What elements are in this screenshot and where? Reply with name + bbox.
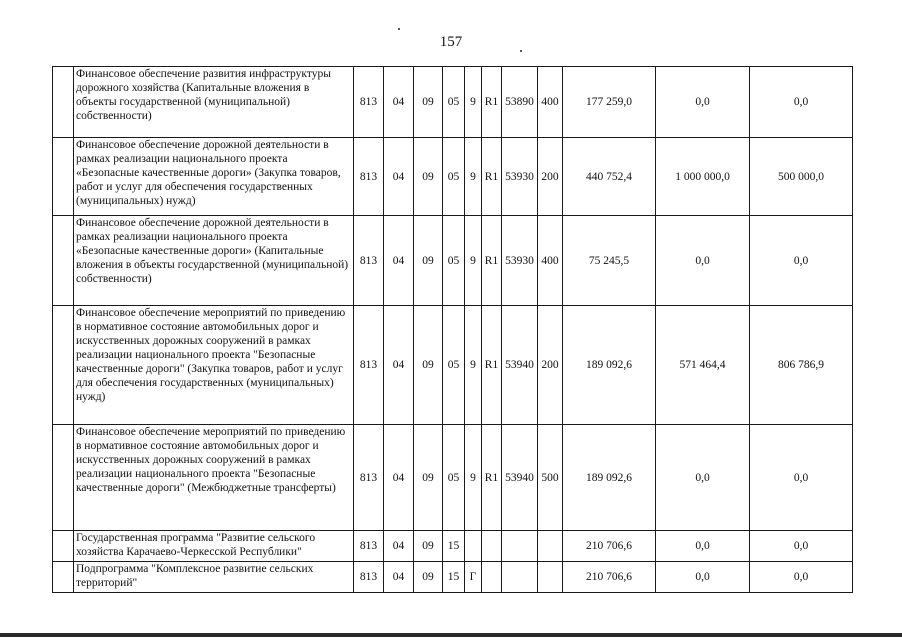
code-cell-project: R1 xyxy=(482,67,502,138)
code-cell-subsection: 09 xyxy=(414,67,443,138)
code-cell-direction: 53940 xyxy=(502,425,538,531)
code-cell-section: 04 xyxy=(384,425,414,531)
code-cell-section: 04 xyxy=(384,138,414,216)
code-cell-admin: 813 xyxy=(354,138,384,216)
code-cell-program: 15 xyxy=(443,531,465,562)
code-cell-subsection: 09 xyxy=(414,425,443,531)
code-cell-subsection: 09 xyxy=(414,531,443,562)
bottom-rule xyxy=(0,633,902,637)
code-cell-subprogram: 9 xyxy=(465,138,482,216)
amount-cell-2: 0,0 xyxy=(656,216,750,306)
code-cell-expense-type: 400 xyxy=(538,216,563,306)
amount-cell-3: 500 000,0 xyxy=(750,138,853,216)
row-index-cell xyxy=(53,531,74,562)
code-cell-project: R1 xyxy=(482,306,502,425)
code-cell-admin: 813 xyxy=(354,306,384,425)
code-cell-subprogram: 9 xyxy=(465,67,482,138)
row-index-cell xyxy=(53,216,74,306)
code-cell-subsection: 09 xyxy=(414,562,443,593)
code-cell-program: 05 xyxy=(443,216,465,306)
table-row xyxy=(53,425,853,531)
code-cell-direction: 53940 xyxy=(502,306,538,425)
amount-cell-2: 571 464,4 xyxy=(656,306,750,425)
code-cell-expense-type: 200 xyxy=(538,306,563,425)
code-cell-project: R1 xyxy=(482,425,502,531)
code-cell-section: 04 xyxy=(384,531,414,562)
table-row xyxy=(53,562,853,593)
amount-cell-1: 189 092,6 xyxy=(563,425,656,531)
amount-cell-1: 75 245,5 xyxy=(563,216,656,306)
code-cell-expense-type: 200 xyxy=(538,138,563,216)
code-cell-program: 05 xyxy=(443,306,465,425)
amount-cell-1: 210 706,6 xyxy=(563,531,656,562)
code-cell-program: 05 xyxy=(443,138,465,216)
code-cell-program: 05 xyxy=(443,425,465,531)
code-cell-project xyxy=(482,562,502,593)
code-cell-expense-type xyxy=(538,531,563,562)
code-cell-subprogram: 9 xyxy=(465,306,482,425)
scan-speck xyxy=(520,50,522,52)
code-cell-subprogram: 9 xyxy=(465,216,482,306)
code-cell-subprogram: Г xyxy=(465,562,482,593)
code-cell-direction: 53890 xyxy=(502,67,538,138)
row-name-cell: Финансовое обеспечение дорожной деятельности в рамках реализации национального проекта «Безопасные качественные дороги» (Закупка товаров, работ и услуг для обеспечения государственных (муниципальных) нужд) xyxy=(74,138,354,216)
amount-cell-1: 177 259,0 xyxy=(563,67,656,138)
amount-cell-2: 0,0 xyxy=(656,425,750,531)
amount-cell-2: 0,0 xyxy=(656,67,750,138)
row-name-cell: Государственная программа "Развитие сельского хозяйства Карачаево-Черкесской Республики" xyxy=(74,531,354,562)
table-row xyxy=(53,216,853,306)
code-cell-admin: 813 xyxy=(354,425,384,531)
table-row xyxy=(53,67,853,138)
code-cell-project: R1 xyxy=(482,138,502,216)
code-cell-section: 04 xyxy=(384,67,414,138)
code-cell-subsection: 09 xyxy=(414,138,443,216)
amount-cell-2: 0,0 xyxy=(656,531,750,562)
budget-table xyxy=(52,66,853,593)
row-name-cell: Финансовое обеспечение дорожной деятельности в рамках реализации национального проекта «Безопасные качественные дороги» (Капитальные вложения в объекты государственной (муниципальной) собственности) xyxy=(74,216,354,306)
code-cell-direction: 53930 xyxy=(502,138,538,216)
code-cell-expense-type: 500 xyxy=(538,425,563,531)
amount-cell-3: 0,0 xyxy=(750,67,853,138)
table-row xyxy=(53,306,853,425)
code-cell-program: 15 xyxy=(443,562,465,593)
code-cell-section: 04 xyxy=(384,216,414,306)
code-cell-project: R1 xyxy=(482,216,502,306)
code-cell-direction: 53930 xyxy=(502,216,538,306)
row-index-cell xyxy=(53,138,74,216)
amount-cell-3: 0,0 xyxy=(750,425,853,531)
code-cell-admin: 813 xyxy=(354,531,384,562)
code-cell-admin: 813 xyxy=(354,67,384,138)
page-number: 157 xyxy=(439,34,463,50)
code-cell-section: 04 xyxy=(384,562,414,593)
code-cell-admin: 813 xyxy=(354,562,384,593)
row-index-cell xyxy=(53,562,74,593)
scan-speck xyxy=(398,28,400,30)
amount-cell-2: 1 000 000,0 xyxy=(656,138,750,216)
code-cell-subsection: 09 xyxy=(414,216,443,306)
code-cell-program: 05 xyxy=(443,67,465,138)
row-name-cell: Финансовое обеспечение мероприятий по приведению в нормативное состояние автомобильных дорог и искусственных дорожных сооружений в рамках реализации национального проекта "Безопасные качественные дороги" (Закупка товаров, работ и услуг для обеспечения государственных (муниципальных) нужд) xyxy=(74,306,354,425)
code-cell-expense-type: 400 xyxy=(538,67,563,138)
row-name-cell: Подпрограмма "Комплексное развитие сельских территорий" xyxy=(74,562,354,593)
row-name-cell: Финансовое обеспечение мероприятий по приведению в нормативное состояние автомобильных дорог и искусственных дорожных сооружений в рамках реализации национального проекта "Безопасные качественные дороги" (Межбюджетные трансферты) xyxy=(74,425,354,531)
amount-cell-1: 440 752,4 xyxy=(563,138,656,216)
amount-cell-3: 806 786,9 xyxy=(750,306,853,425)
row-index-cell xyxy=(53,306,74,425)
code-cell-project xyxy=(482,531,502,562)
code-cell-direction xyxy=(502,562,538,593)
amount-cell-3: 0,0 xyxy=(750,562,853,593)
code-cell-expense-type xyxy=(538,562,563,593)
row-name-cell: Финансовое обеспечение развития инфраструктуры дорожного хозяйства (Капитальные вложения в объекты государственной (муниципальной) собственности) xyxy=(74,67,354,138)
code-cell-subprogram xyxy=(465,531,482,562)
code-cell-direction xyxy=(502,531,538,562)
code-cell-section: 04 xyxy=(384,306,414,425)
amount-cell-3: 0,0 xyxy=(750,531,853,562)
amount-cell-1: 210 706,6 xyxy=(563,562,656,593)
code-cell-subprogram: 9 xyxy=(465,425,482,531)
row-index-cell xyxy=(53,425,74,531)
code-cell-admin: 813 xyxy=(354,216,384,306)
code-cell-subsection: 09 xyxy=(414,306,443,425)
amount-cell-2: 0,0 xyxy=(656,562,750,593)
row-index-cell xyxy=(53,67,74,138)
amount-cell-1: 189 092,6 xyxy=(563,306,656,425)
table-row xyxy=(53,531,853,562)
table-row xyxy=(53,138,853,216)
amount-cell-3: 0,0 xyxy=(750,216,853,306)
